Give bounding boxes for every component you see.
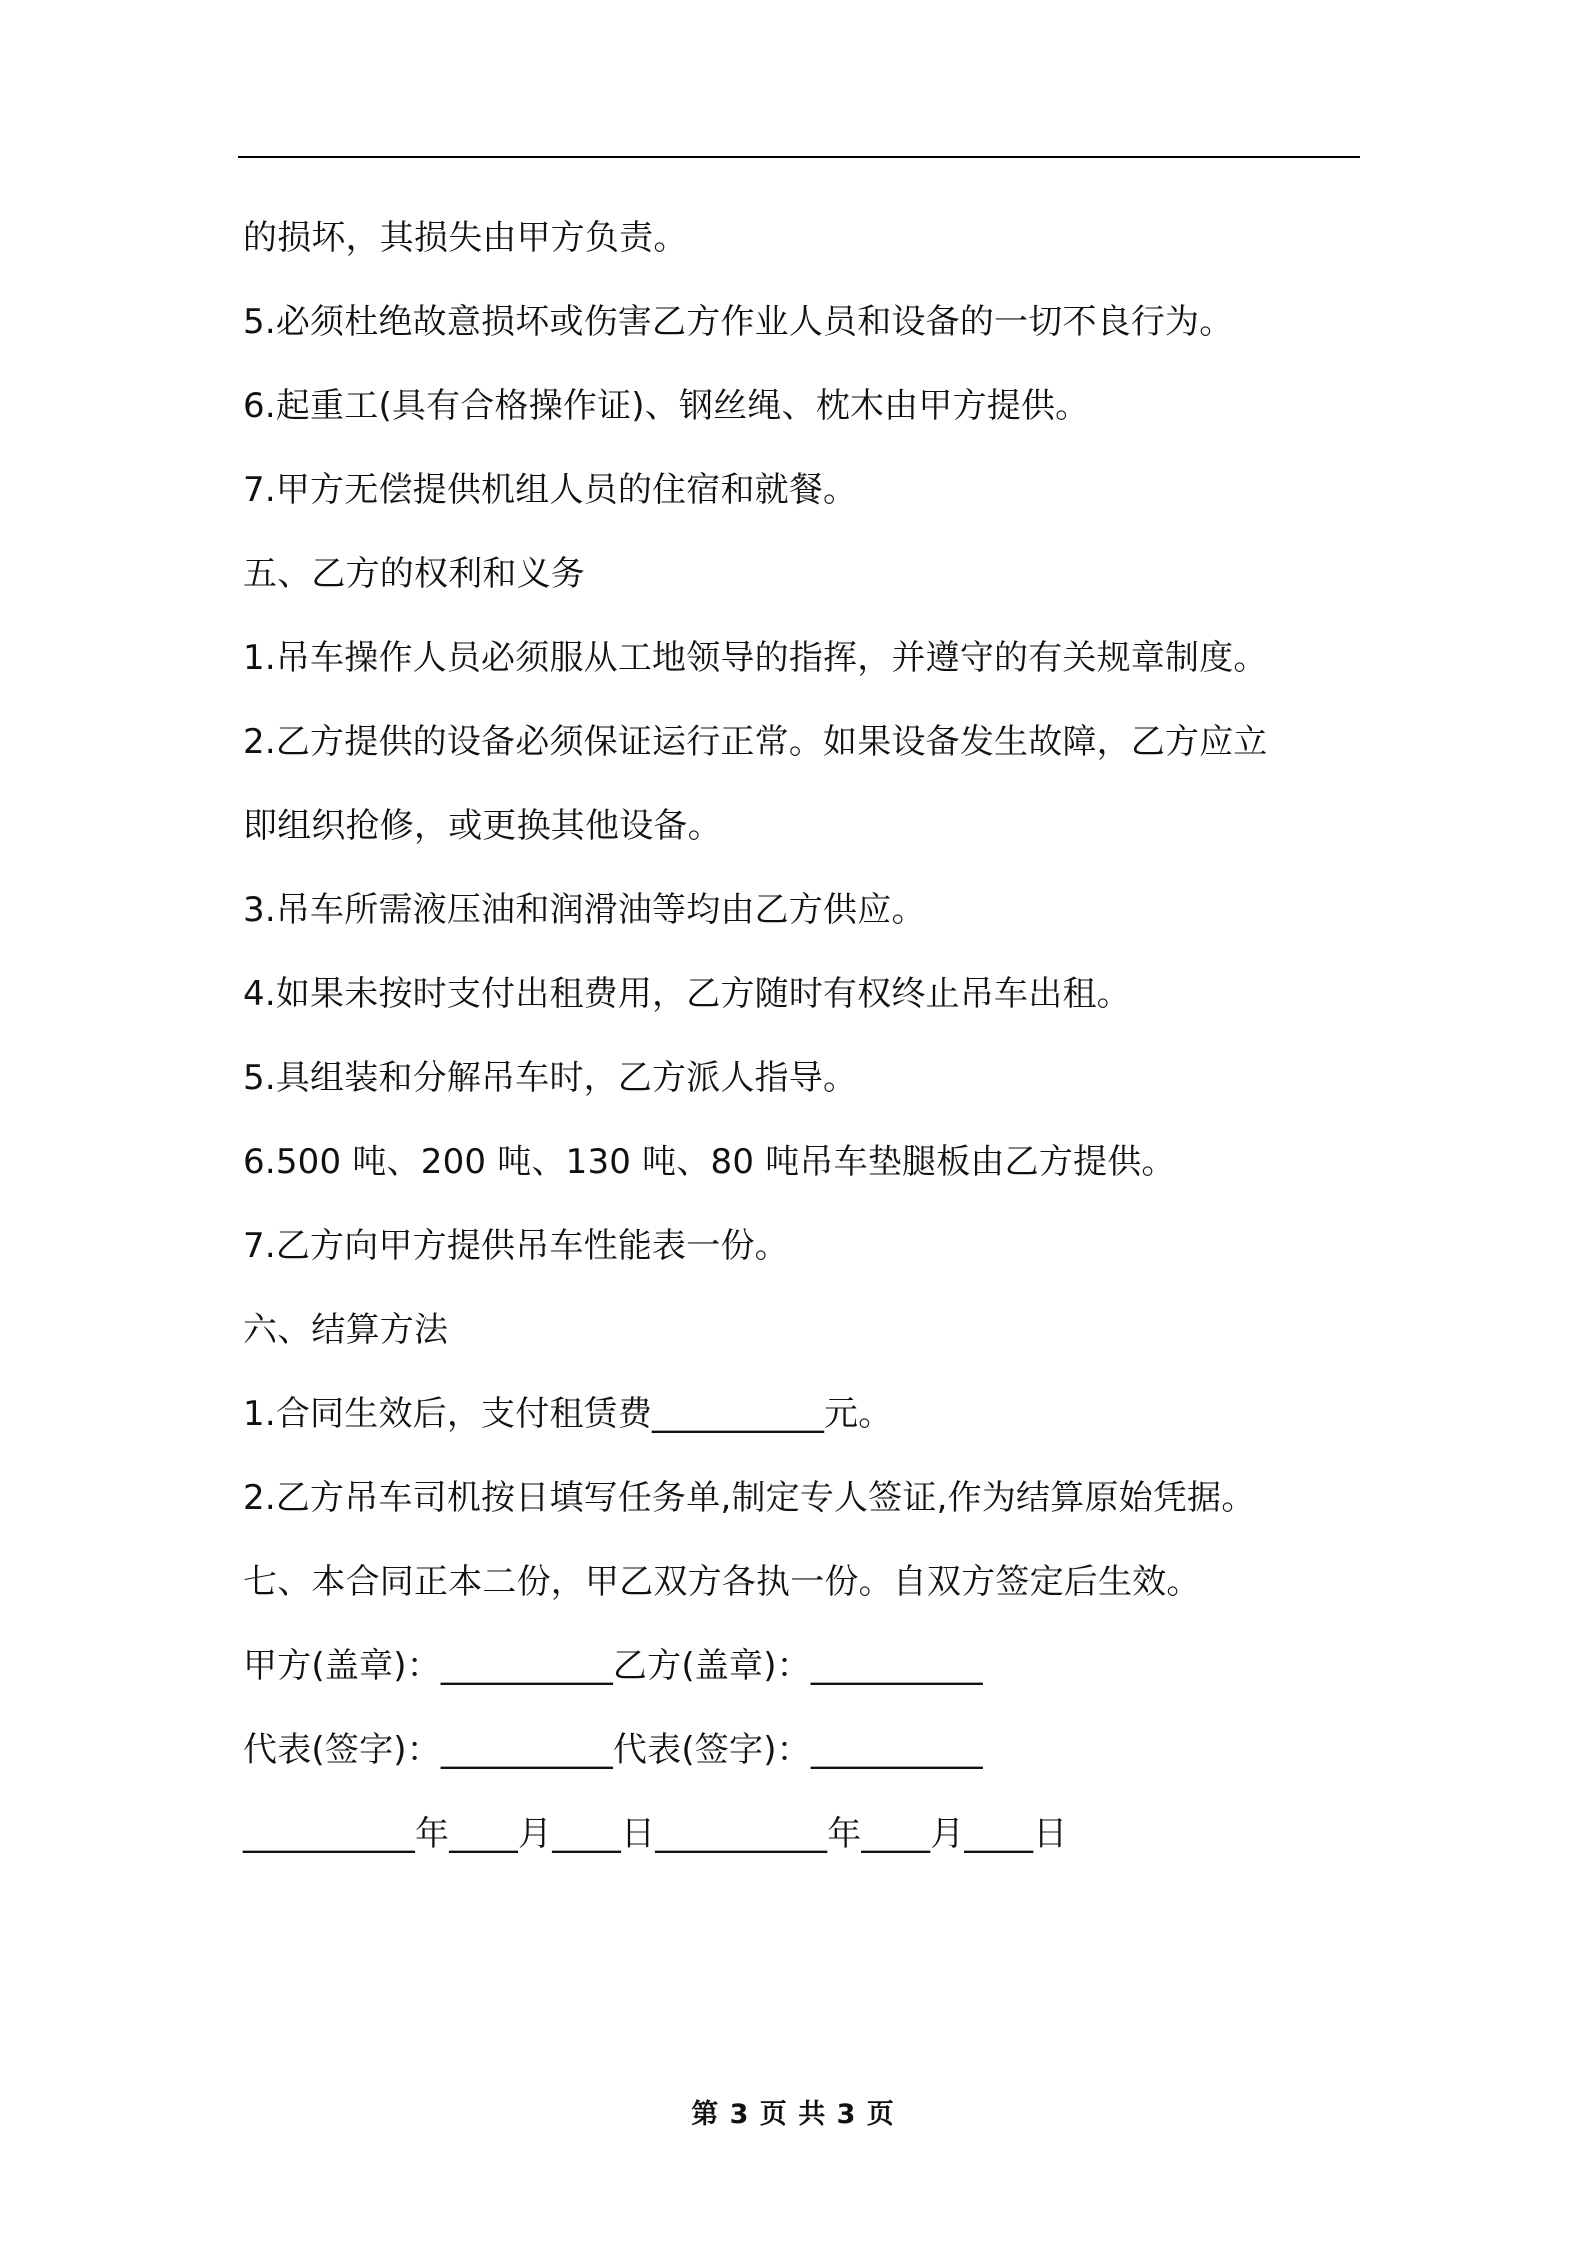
text-line: 6.500 吨、200 吨、130 吨、80 吨吊车垫腿板由乙方提供。 — [243, 1142, 1176, 1182]
text-line: 6.起重工(具有合格操作证)、钢丝绳、枕木由甲方提供。 — [243, 386, 1090, 426]
text-line: 2.乙方提供的设备必须保证运行正常。如果设备发生故障，乙方应立 — [243, 722, 1268, 762]
text-line: 1.合同生效后，支付租赁费__________元。 — [243, 1394, 893, 1434]
section-heading: 七、本合同正本二份，甲乙双方各执一份。自双方签定后生效。 — [243, 1562, 1201, 1602]
text-line: 7.甲方无偿提供机组人员的住宿和就餐。 — [243, 470, 858, 510]
header-rule — [238, 156, 1360, 158]
page-number: 第 3 页 共 3 页 — [691, 2099, 895, 2130]
text-line: 7.乙方向甲方提供吊车性能表一份。 — [243, 1226, 789, 1266]
text-line: 的损坏，其损失由甲方负责。 — [243, 218, 688, 258]
signature-line: 代表(签字)：__________代表(签字)：__________ — [243, 1730, 983, 1770]
text-line: 5.具组装和分解吊车时，乙方派人指导。 — [243, 1058, 858, 1098]
document-body — [243, 196, 1373, 1876]
text-line: 即组织抢修，或更换其他设备。 — [243, 806, 722, 846]
section-heading: 六、结算方法 — [243, 1310, 449, 1350]
text-line: 4.如果未按时支付出租费用，乙方随时有权终止吊车出租。 — [243, 974, 1131, 1014]
text-line: 1.吊车操作人员必须服从工地领导的指挥，并遵守的有关规章制度。 — [243, 638, 1268, 678]
date-line: __________年____月____日__________年____月____日 — [243, 1814, 1068, 1854]
text-line: 3.吊车所需液压油和润滑油等均由乙方供应。 — [243, 890, 926, 930]
text-line: 5.必须杜绝故意损坏或伤害乙方作业人员和设备的一切不良行为。 — [243, 302, 1234, 342]
text-line: 2.乙方吊车司机按日填写任务单,制定专人签证,作为结算原始凭据。 — [243, 1478, 1256, 1518]
signature-line: 甲方(盖章)：__________乙方(盖章)：__________ — [243, 1646, 983, 1686]
section-heading: 五、乙方的权利和义务 — [243, 554, 585, 594]
